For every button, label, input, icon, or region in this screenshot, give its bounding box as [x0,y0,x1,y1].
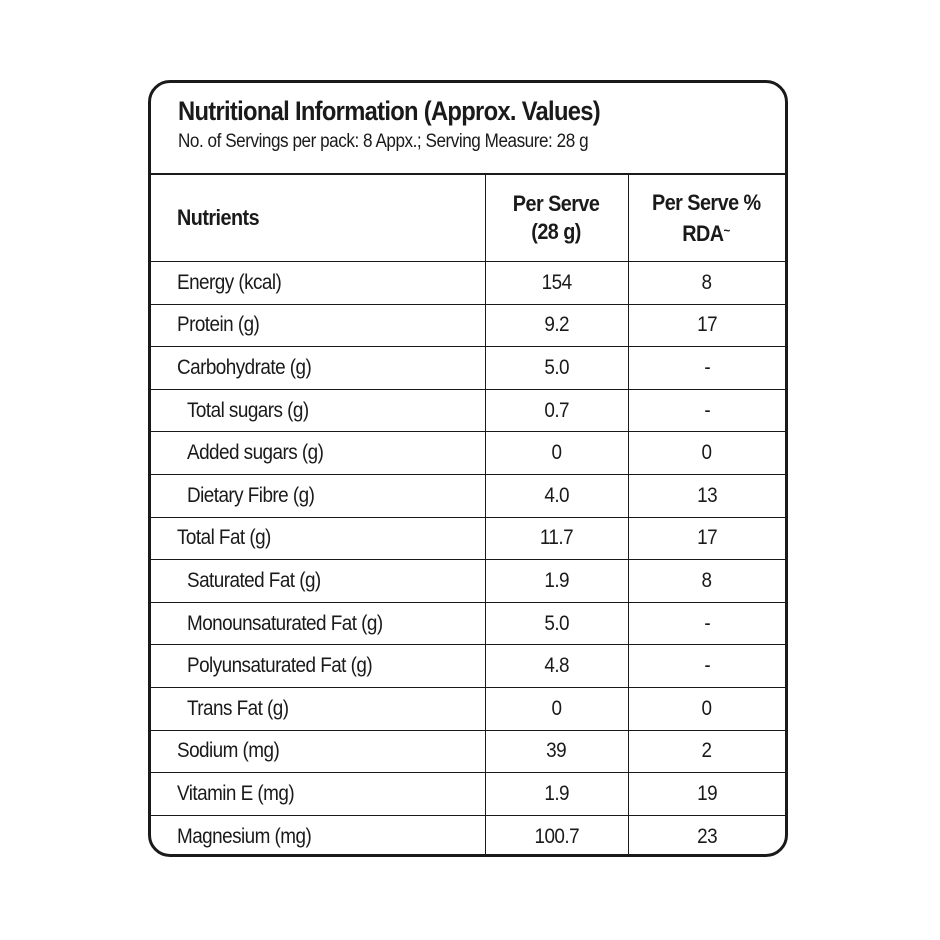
per-serve-value: 39 [485,730,628,773]
per-serve-value: 0.7 [485,389,628,432]
header-nutrients: Nutrients [151,175,485,262]
rda-footnote-mark: ~ [723,222,731,238]
per-serve-value: 4.0 [485,474,628,517]
rda-value: 13 [628,474,785,517]
per-serve-value: 0 [485,687,628,730]
panel-header [151,83,785,175]
table-row [151,645,785,688]
rda-value: 17 [628,517,785,560]
nutrient-name: Magnesium (mg) [177,824,312,848]
rda-value: 17 [628,304,785,347]
per-serve-value: 11.7 [485,517,628,560]
table-row [151,560,785,603]
table-row [151,773,785,816]
nutrient-name: Energy (kcal) [151,262,485,305]
per-serve-value: 4.8 [485,645,628,688]
table-row [151,474,785,517]
per-serve-value: 9.2 [485,304,628,347]
rda-value: 2 [628,730,785,773]
header-per-serve: Per Serve (28 g) [485,175,628,262]
table-row [151,262,785,305]
nutrient-name: Monounsaturated Fat (g) [151,602,485,645]
nutrient-name: Saturated Fat (g) [151,560,485,603]
per-serve-value: 154 [485,262,628,305]
nutrition-panel [148,80,788,857]
nutrition-table [151,175,785,857]
table-row [151,389,785,432]
per-serve-value: 5.0 [485,347,628,390]
table-row [151,517,785,560]
per-serve-value: 1.9 [485,560,628,603]
rda-value: 0 [628,432,785,475]
nutrient-name: Protein (g) [151,304,485,347]
table-row [151,347,785,390]
table-row [151,730,785,773]
rda-value: - [628,602,785,645]
nutrient-name: Added sugars (g) [151,432,485,475]
rda-value: - [628,347,785,390]
rda-value: 8 [628,262,785,305]
nutrient-name: Carbohydrate (g) [151,347,485,390]
table-row [151,602,785,645]
per-serve-value: 100.7 [485,815,628,857]
nutrient-name: Trans Fat (g) [151,687,485,730]
rda-value: 23 [696,824,717,848]
rda-value: 0 [628,687,785,730]
table-row [151,815,785,857]
nutrient-name: Total sugars (g) [151,389,485,432]
nutrient-name: Dietary Fibre (g) [151,474,485,517]
per-serve-value: 1.9 [485,773,628,816]
per-serve-value: 0 [485,432,628,475]
table-row [151,687,785,730]
rda-value: - [628,389,785,432]
per-serve-value: 5.0 [485,602,628,645]
table-row [151,304,785,347]
table-row [151,432,785,475]
nutrient-name: Polyunsaturated Fat (g) [151,645,485,688]
header-rda: Per Serve % RDA~ [628,175,785,262]
table-header-row [151,175,785,262]
panel-title: Nutritional Information (Approx. Values) [178,96,600,126]
nutrient-name: Total Fat (g) [151,517,485,560]
nutrient-name: Vitamin E (mg) [151,773,485,816]
nutrient-name: Sodium (mg) [151,730,485,773]
rda-value: 19 [628,773,785,816]
rda-value: 8 [628,560,785,603]
rda-value: - [628,645,785,688]
serving-info: No. of Servings per pack: 8 Appx.; Serving Measure: 28 g [178,131,589,152]
